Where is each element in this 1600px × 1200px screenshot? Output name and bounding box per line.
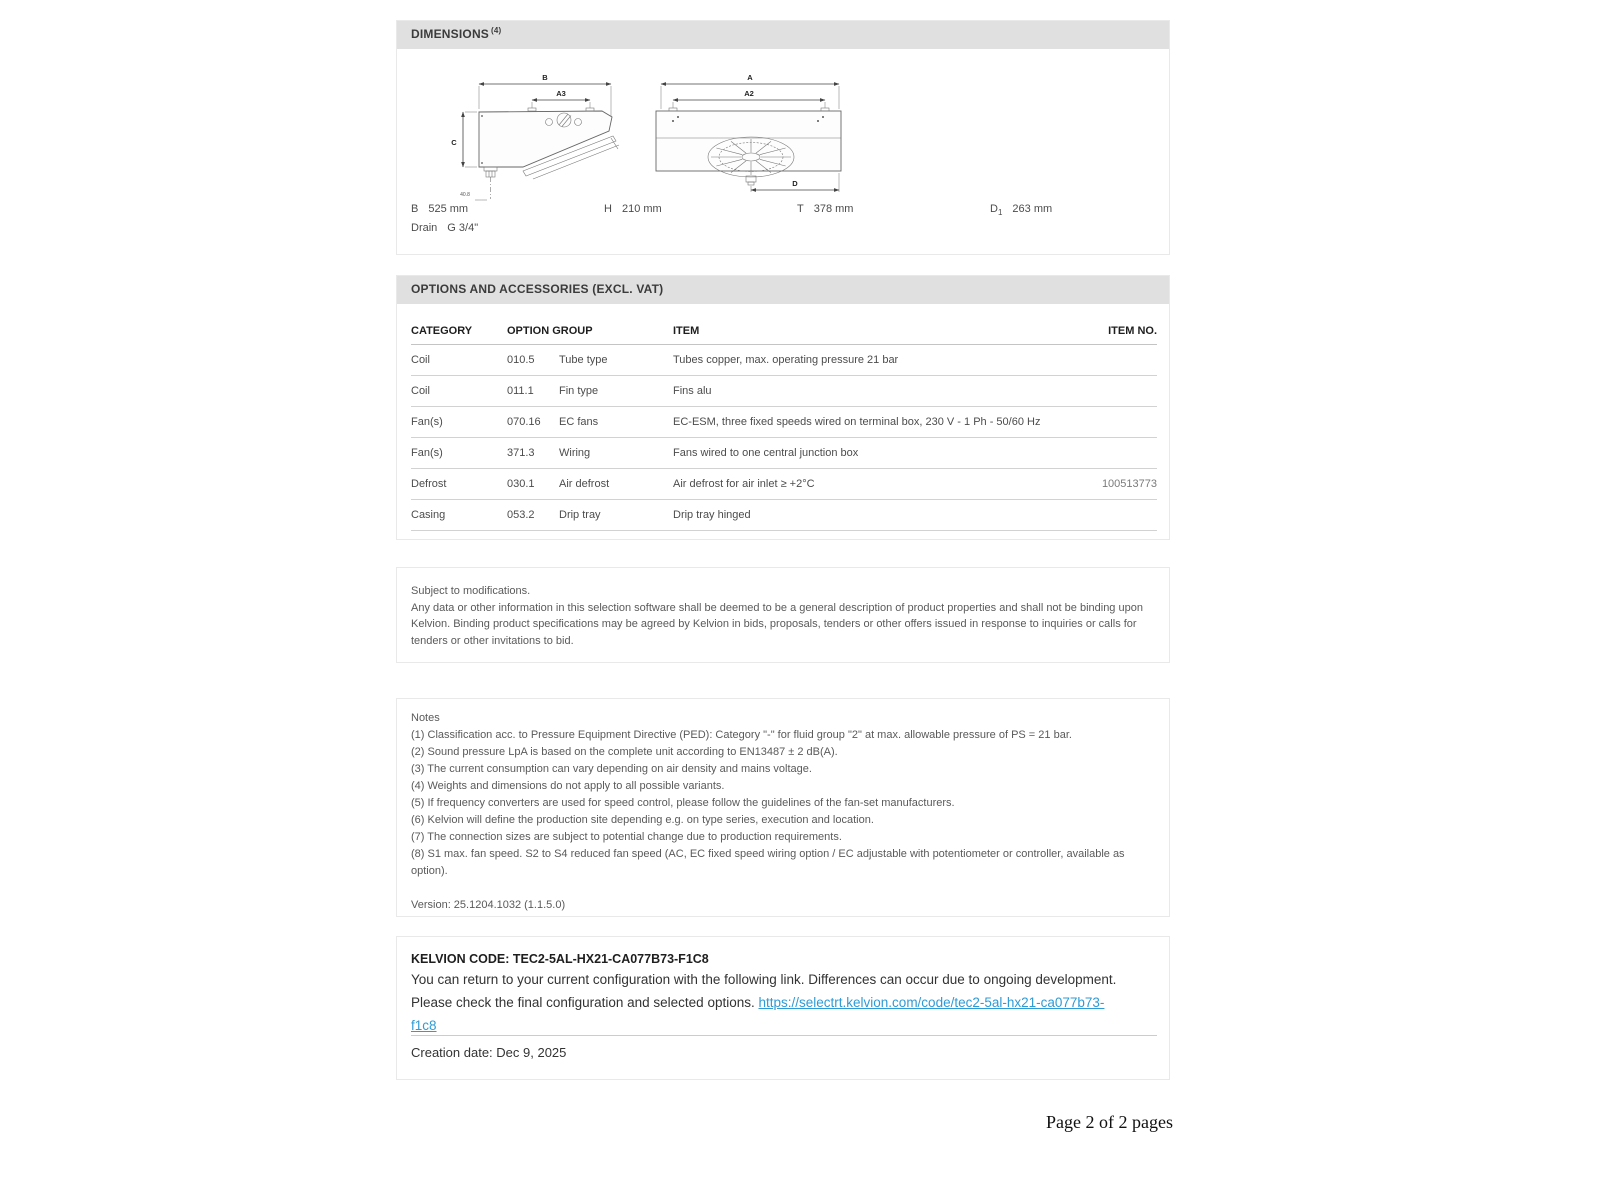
front-view-drawing xyxy=(656,73,841,192)
kelvion-code-body xyxy=(411,968,1129,1037)
table-row xyxy=(411,469,1157,500)
col-header-category: CATEGORY xyxy=(411,325,473,337)
options-table xyxy=(411,318,1157,531)
note-item: (8) S1 max. fan speed. S2 to S4 reduced fan speed (AC, EC fixed speed wiring option / EC adjustable with potentiometer or controller, available as option). xyxy=(411,848,1125,877)
dimension-value-drain: Drain G 3/4" xyxy=(411,222,479,234)
note-item: (6) Kelvion will define the production site depending e.g. on type series, execution and location. xyxy=(411,814,874,826)
version-text: Version: 25.1204.1032 (1.1.5.0) xyxy=(411,899,566,911)
note-item: (5) If frequency converters are used for speed control, please follow the guidelines of the fan-set manufacturers. xyxy=(411,797,955,809)
table-row xyxy=(411,376,1157,407)
divider xyxy=(411,1035,1157,1036)
cell-category: Coil xyxy=(411,354,430,366)
dim-label-A: A xyxy=(747,73,753,82)
cell-code: 070.16 xyxy=(507,416,541,428)
cell-category: Defrost xyxy=(411,478,447,490)
cell-category: Casing xyxy=(411,509,446,521)
note-item: (3) The current consumption can vary depending on air density and mains voltage. xyxy=(411,763,812,775)
table-header-row xyxy=(411,318,1157,345)
options-title: OPTIONS AND ACCESSORIES (EXCL. VAT) xyxy=(411,282,664,296)
kelvion-code-title: KELVION CODE: TEC2-5AL-HX21-CA077B73-F1C8 xyxy=(411,952,709,966)
page-number: Page 2 of 2 pages xyxy=(1046,1112,1173,1132)
cell-category: Fan(s) xyxy=(411,447,443,459)
configuration-link[interactable]: https://selectrt.kelvion.com/code/tec2-5al-hx21-ca077b73-f1c8 xyxy=(411,995,1105,1033)
notes-title: Notes xyxy=(411,712,440,724)
dim-label-A2: A2 xyxy=(744,89,754,98)
cell-item: Air defrost for air inlet ≥ +2°C xyxy=(673,478,815,490)
note-item: (7) The connection sizes are subject to potential change due to production requirements. xyxy=(411,831,842,843)
col-header-option-group: OPTION GROUP xyxy=(507,325,593,337)
cell-option-group: Tube type xyxy=(559,354,608,366)
dim-label-A3: A3 xyxy=(556,89,566,98)
note-item: (1) Classification acc. to Pressure Equipment Directive (PED): Category "-" for fluid group "2" at max. allowable pressure of PS = 21 bar. xyxy=(411,729,1072,741)
side-view-drawing xyxy=(451,73,619,200)
dimensions-title: DIMENSIONS xyxy=(411,27,490,41)
technical-drawings xyxy=(397,59,1169,207)
notes-section xyxy=(396,698,1170,917)
note-item: (4) Weights and dimensions do not apply to all possible variants. xyxy=(411,780,725,792)
cell-option-group: Drip tray xyxy=(559,509,601,521)
cell-item: Fans wired to one central junction box xyxy=(673,447,859,459)
col-header-item: ITEM xyxy=(673,325,700,337)
cell-option-group: Fin type xyxy=(559,385,599,397)
cell-code: 053.2 xyxy=(507,509,535,521)
table-row xyxy=(411,345,1157,376)
dimensions-section xyxy=(396,20,1170,255)
note-item: (2) Sound pressure LpA is based on the complete unit according to EN13487 ± 2 dB(A). xyxy=(411,746,838,758)
dimension-value-D1: $D_1$ 263 mm xyxy=(990,203,1053,218)
table-row xyxy=(411,438,1157,469)
cell-option-group: Air defrost xyxy=(559,478,610,490)
dimension-value-B: B 525 mm xyxy=(411,203,469,215)
dim-label-D: D xyxy=(792,179,798,188)
disclaimer-body: Any data or other information in this selection software shall be deemed to be a general description of product properties and shall not be binding upon Kelvion. Binding product specifications may be agreed by Kelvion in bids, proposals, tenders or other offers issued in response to inquiries or calls for tenders or other invitations to bid. xyxy=(411,601,1143,647)
dimension-value-H: H 210 mm xyxy=(604,203,662,215)
cell-category: Fan(s) xyxy=(411,416,443,428)
cell-option-group: Wiring xyxy=(559,447,591,459)
cell-code: 030.1 xyxy=(507,478,535,490)
col-header-item-no: ITEM NO. xyxy=(1108,325,1157,337)
kelvion-body-text: You can return to your current configuration with the following link. Differences can occur due to ongoing development. Please check the final configuration and selected options. xyxy=(411,972,1117,1010)
dim-label-C: C xyxy=(451,138,457,147)
cell-code: 011.1 xyxy=(507,385,534,397)
dim-label-B: B xyxy=(542,73,548,82)
options-section-header xyxy=(397,276,1169,304)
cell-category: Coil xyxy=(411,385,430,397)
kelvion-code-section xyxy=(396,936,1170,1080)
cell-item-no: 100513773 xyxy=(1101,478,1157,490)
options-section xyxy=(396,275,1170,540)
dim-label-40-8: 40.8 xyxy=(460,192,470,198)
cell-code: 010.5 xyxy=(507,354,535,366)
disclaimer-line1: Subject to modifications. xyxy=(411,585,531,597)
cell-item: Fins alu xyxy=(673,385,712,397)
cell-option-group: EC fans xyxy=(559,416,599,428)
disclaimer-section xyxy=(396,567,1170,663)
table-row xyxy=(411,500,1157,531)
cell-item: Drip tray hinged xyxy=(673,509,751,521)
cell-item: EC-ESM, three fixed speeds wired on terminal box, 230 V - 1 Ph - 50/60 Hz xyxy=(673,416,1041,428)
dimension-value-T: T 378 mm xyxy=(797,203,854,215)
table-row xyxy=(411,407,1157,438)
creation-date: Creation date: Dec 9, 2025 xyxy=(411,1045,567,1060)
dimensions-section-header xyxy=(397,21,1169,49)
cell-item: Tubes copper, max. operating pressure 21 bar xyxy=(673,354,899,366)
dimensions-title-footnote: (4) xyxy=(491,26,502,35)
cell-code: 371.3 xyxy=(507,447,535,459)
